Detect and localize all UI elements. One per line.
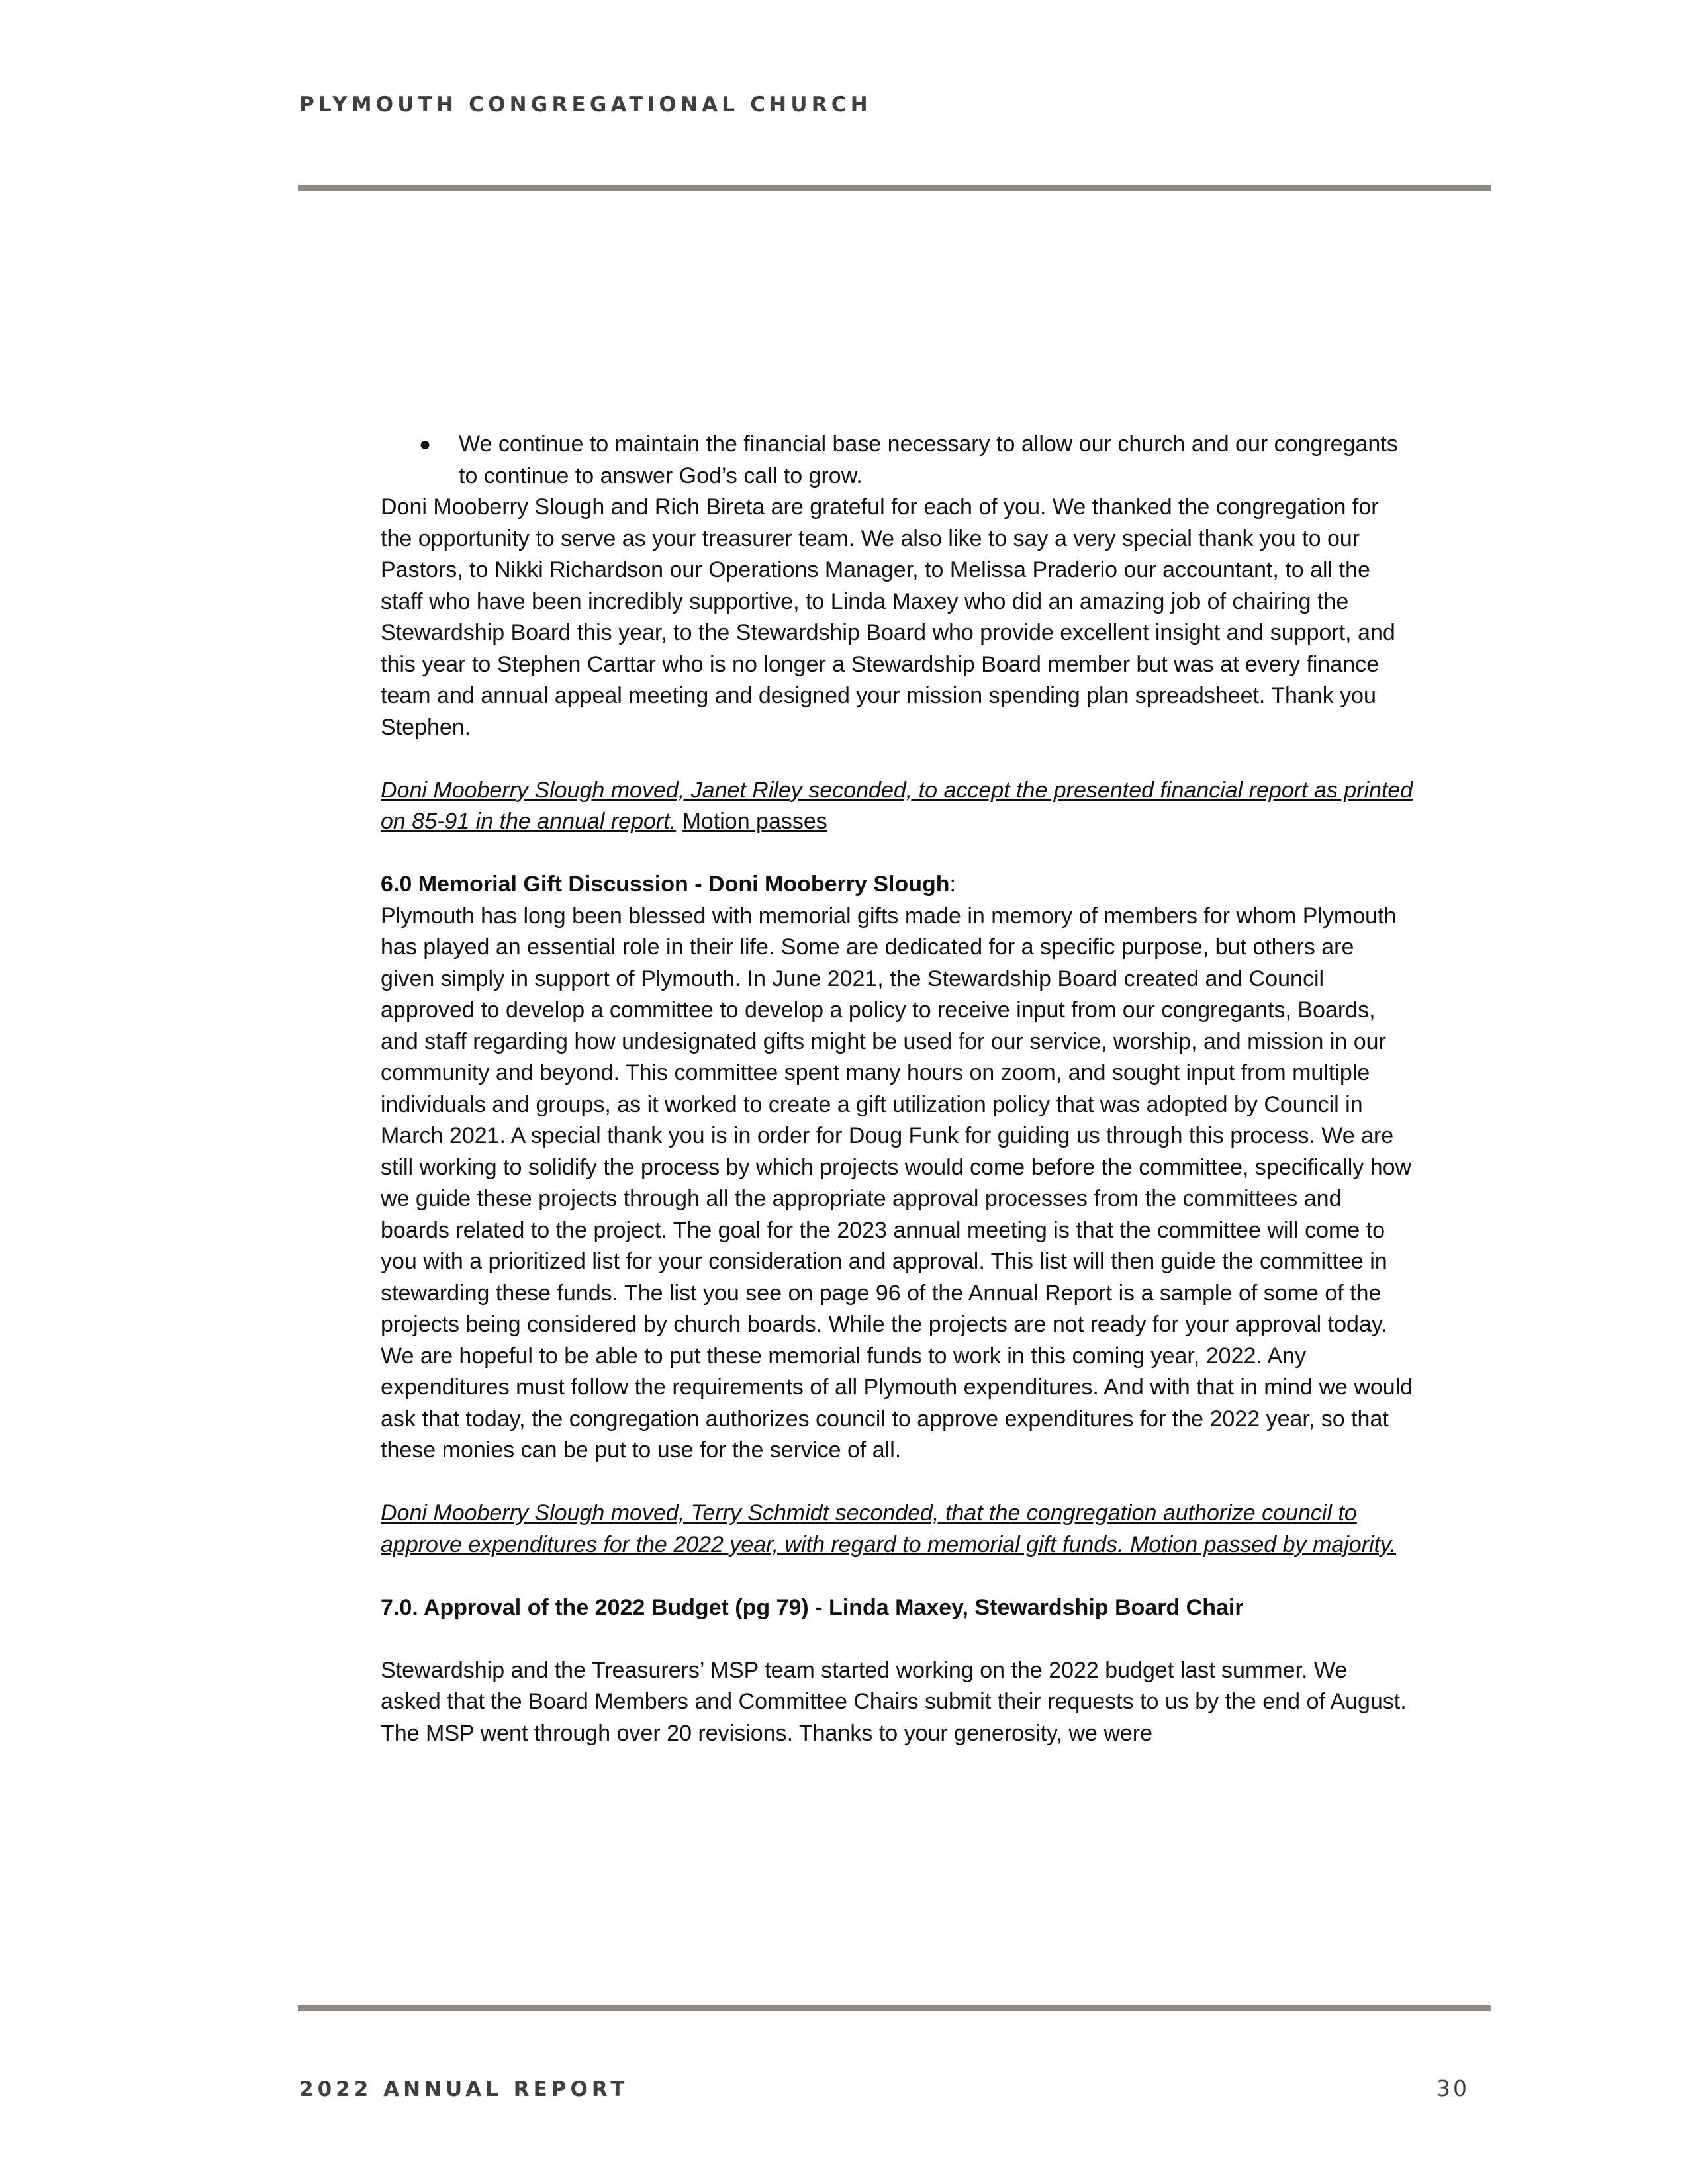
bullet-text: We continue to maintain the financial base necessary to allow our church and our congregants to continue to answer God’s call to grow. (459, 432, 1398, 488)
thanks-paragraph: Doni Mooberry Slough and Rich Bireta are grateful for each of you. We thanked the congregation for the opportunity to serve as your treasurer team. We also like to say a very special thank you to our Pastors, to Nikki Richardson our Operations Manager, to Melissa Praderio our accountant, to all the staff who have been incredibly supportive, to Linda Maxey who did an amazing job of chairing the Stewardship Board this year, to the Stewardship Board who provide excellent insight and support, and this year to Stephen Carttar who is no longer a Stewardship Board member but was at every finance team and annual appeal meeting and designed your mission spending plan spreadsheet. Thank you Stephen. (381, 494, 1395, 740)
motion-result: Motion passes (682, 809, 827, 834)
church-name-header: PLYMOUTH CONGREGATIONAL CHURCH (299, 93, 872, 116)
footer-divider (298, 2005, 1491, 2011)
motion-text: Doni Mooberry Slough moved, Janet Riley seconded, to accept the presented financial report as printed on 85-91 in the annual report. (381, 777, 1413, 834)
section-heading-memorial-gift (381, 869, 1413, 901)
report-title-footer: 2022 ANNUAL REPORT (299, 2077, 629, 2101)
budget-paragraph: Stewardship and the Treasurers’ MSP team started working on the 2022 budget last summer. We asked that the Board Members and Committee Chairs submit their requests to us by the end of August. The MSP went through over 20 revisions. Thanks to your generosity, we were (381, 1657, 1407, 1746)
motion-memorial-gift-funds: Doni Mooberry Slough moved, Terry Schmidt seconded, that the congregation authorize council to approve expenditures for the 2022 year, with regard to memorial gift funds. Motion passed by majority. (381, 1500, 1396, 1557)
document-body (381, 429, 1413, 1749)
motion-financial-report (381, 775, 1413, 838)
bullet-list-item (381, 429, 1413, 492)
page-number: 30 (1436, 2075, 1470, 2101)
memorial-gift-paragraph: Plymouth has long been blessed with memorial gifts made in memory of members for whom Plymouth has played an essential role in their life. Some are dedicated for a specific purpose, but others are given simply in support of Plymouth. In June 2021, the Stewardship Board created and Council approved to develop a committee to develop a policy to receive input from our congregants, Boards, and staff regarding how undesignated gifts might be used for our service, worship, and mission in our community and beyond. This committee spent many hours on zoom, and sought input from multiple individuals and groups, as it worked to create a gift utilization policy that was adopted by Council in March 2021. A special thank you is in order for Doug Funk for guiding us through this process. We are still working to solidify the process by which projects would come before the committee, specifically how we guide these projects through all the appropriate approval processes from the committees and boards related to the project. The goal for the 2023 annual meeting is that the committee will come to you with a prioritized list for your consideration and approval. This list will then guide the committee in stewarding these funds. The list you see on page 96 of the Annual Report is a sample of some of the projects being considered by church boards. While the projects are not ready for your approval today. We are hopeful to be able to put these memorial funds to work in this coming year, 2022. Any expenditures must follow the requirements of all Plymouth expenditures. And with that in mind we would ask that today, the congregation authorizes council to approve expenditures for the 2022 year, so that these monies can be put to use for the service of all. (381, 903, 1413, 1463)
section-6-heading-suffix: : (949, 872, 956, 897)
section-7-heading: 7.0. Approval of the 2022 Budget (pg 79) - Linda Maxey, Stewardship Board Chair (381, 1594, 1244, 1620)
header-divider (298, 185, 1491, 191)
bullet-icon: ● (419, 433, 432, 455)
section-6-heading: 6.0 Memorial Gift Discussion - Doni Mooberry Slough (381, 872, 950, 897)
